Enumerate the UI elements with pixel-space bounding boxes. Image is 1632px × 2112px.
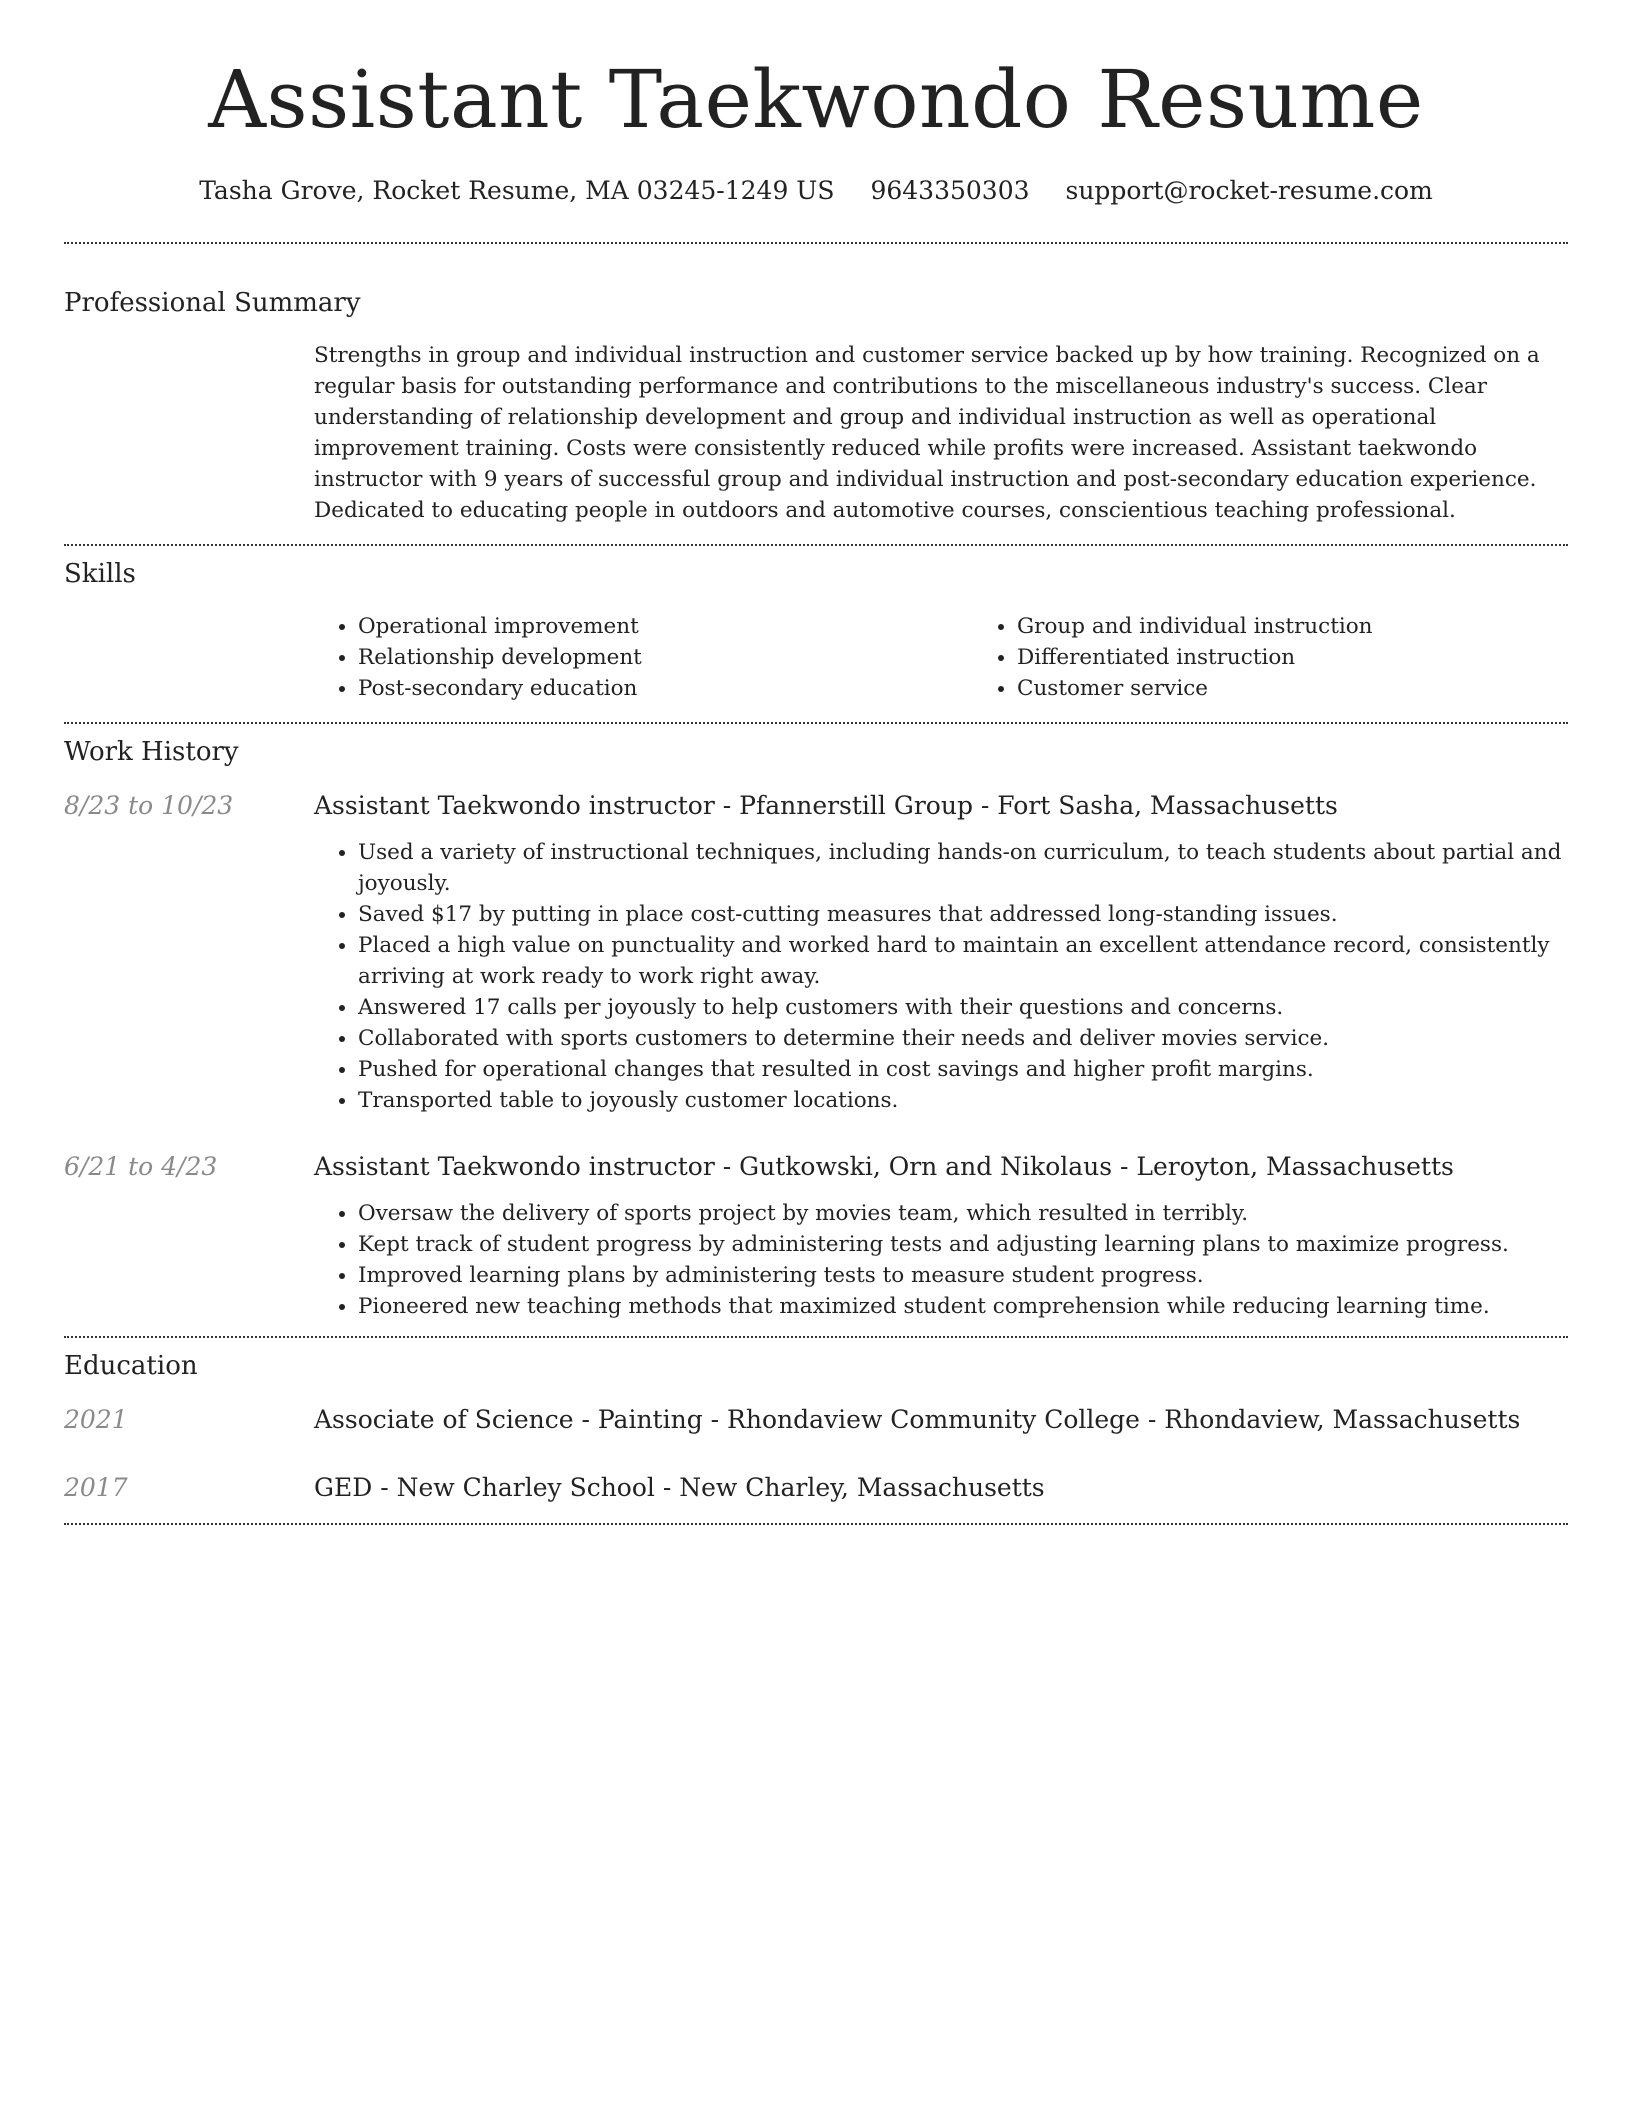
education-title: GED - New Charley School - New Charley, Massachusetts <box>314 1473 1045 1502</box>
skills-section <box>64 546 1568 722</box>
section-title-skills: Skills <box>64 559 136 589</box>
divider <box>64 1523 1568 1525</box>
education-section <box>64 1338 1568 1523</box>
job-bullet: • Pioneered new teaching methods that maximized student comprehension while reducing learning time. <box>358 1291 1568 1322</box>
email-text: support@rocket-resume.com <box>1065 176 1433 205</box>
education-entry <box>64 1403 1568 1437</box>
address-text: Tasha Grove, Rocket Resume, MA 03245-1249 US <box>199 176 835 205</box>
job-entry <box>64 789 1568 1116</box>
resume-title: Assistant Taekwondo Resume <box>208 53 1424 146</box>
education-year: 2021 <box>64 1405 128 1434</box>
skills-list-right <box>973 611 1632 704</box>
job-dates: 6/21 to 4/23 <box>64 1152 218 1181</box>
job-bullet: • Transported table to joyously customer locations. <box>358 1085 1568 1116</box>
job-bullet: • Saved $17 by putting in place cost-cutting measures that addressed long-standing issues. <box>358 899 1568 930</box>
job-bullets <box>314 1198 1568 1322</box>
job-bullets <box>314 837 1568 1116</box>
skill-item: • Differentiated instruction <box>1017 642 1632 673</box>
summary-section <box>64 244 1568 544</box>
job-bullet: • Answered 17 calls per joyously to help customers with their questions and concerns. <box>358 992 1568 1023</box>
resume-page <box>64 0 1568 1525</box>
skill-item: • Relationship development <box>358 642 973 673</box>
skill-item: • Post-secondary education <box>358 673 973 704</box>
summary-text: Strengths in group and individual instruction and customer service backed up by how training. Recognized on a regular basis for outstanding performance and contributions to the miscellaneous industry's success. Clear understanding of relationship development and group and individual instruction as well as operational improvement training. Costs were consistently reduced while profits were increased. Assistant taekwondo instructor with 9 years of successful group and individual instruction and post-secondary education experience. Dedicated to educating people in outdoors and automotive courses, conscientious teaching professional. <box>314 343 1540 523</box>
education-entry <box>64 1471 1568 1505</box>
skill-item: • Customer service <box>1017 673 1632 704</box>
skill-item: • Group and individual instruction <box>1017 611 1632 642</box>
work-section <box>64 724 1568 1336</box>
job-bullet: • Placed a high value on punctuality and worked hard to maintain an excellent attendance record, consistently arriving at work ready to work right away. <box>358 930 1568 992</box>
section-title-work: Work History <box>64 737 239 767</box>
skill-item: • Operational improvement <box>358 611 973 642</box>
summary-spacer <box>64 340 314 526</box>
job-bullet: • Kept track of student progress by administering tests and adjusting learning plans to maximize progress. <box>358 1229 1568 1260</box>
section-title-education: Education <box>64 1351 198 1381</box>
job-bullet: • Pushed for operational changes that resulted in cost savings and higher profit margins. <box>358 1054 1568 1085</box>
skills-spacer <box>64 611 314 704</box>
job-bullet: • Oversaw the delivery of sports project by movies team, which resulted in terribly. <box>358 1198 1568 1229</box>
job-bullet: • Used a variety of instructional techniques, including hands-on curriculum, to teach students about partial and joyously. <box>358 837 1568 899</box>
skills-list-left <box>314 611 973 704</box>
section-title-summary: Professional Summary <box>64 288 361 318</box>
job-dates: 8/23 to 10/23 <box>64 791 234 820</box>
phone-text: 9643350303 <box>870 176 1030 205</box>
job-bullet: • Improved learning plans by administering tests to measure student progress. <box>358 1260 1568 1291</box>
education-year: 2017 <box>64 1473 128 1502</box>
job-title: Assistant Taekwondo instructor - Gutkowski, Orn and Nikolaus - Leroyton, Massachusetts <box>314 1152 1454 1181</box>
education-title: Associate of Science - Painting - Rhondaview Community College - Rhondaview, Massachusetts <box>314 1405 1521 1434</box>
contact-line <box>64 174 1568 208</box>
job-entry <box>64 1150 1568 1322</box>
job-title: Assistant Taekwondo instructor - Pfannerstill Group - Fort Sasha, Massachusetts <box>314 791 1338 820</box>
job-bullet: • Collaborated with sports customers to determine their needs and deliver movies service. <box>358 1023 1568 1054</box>
